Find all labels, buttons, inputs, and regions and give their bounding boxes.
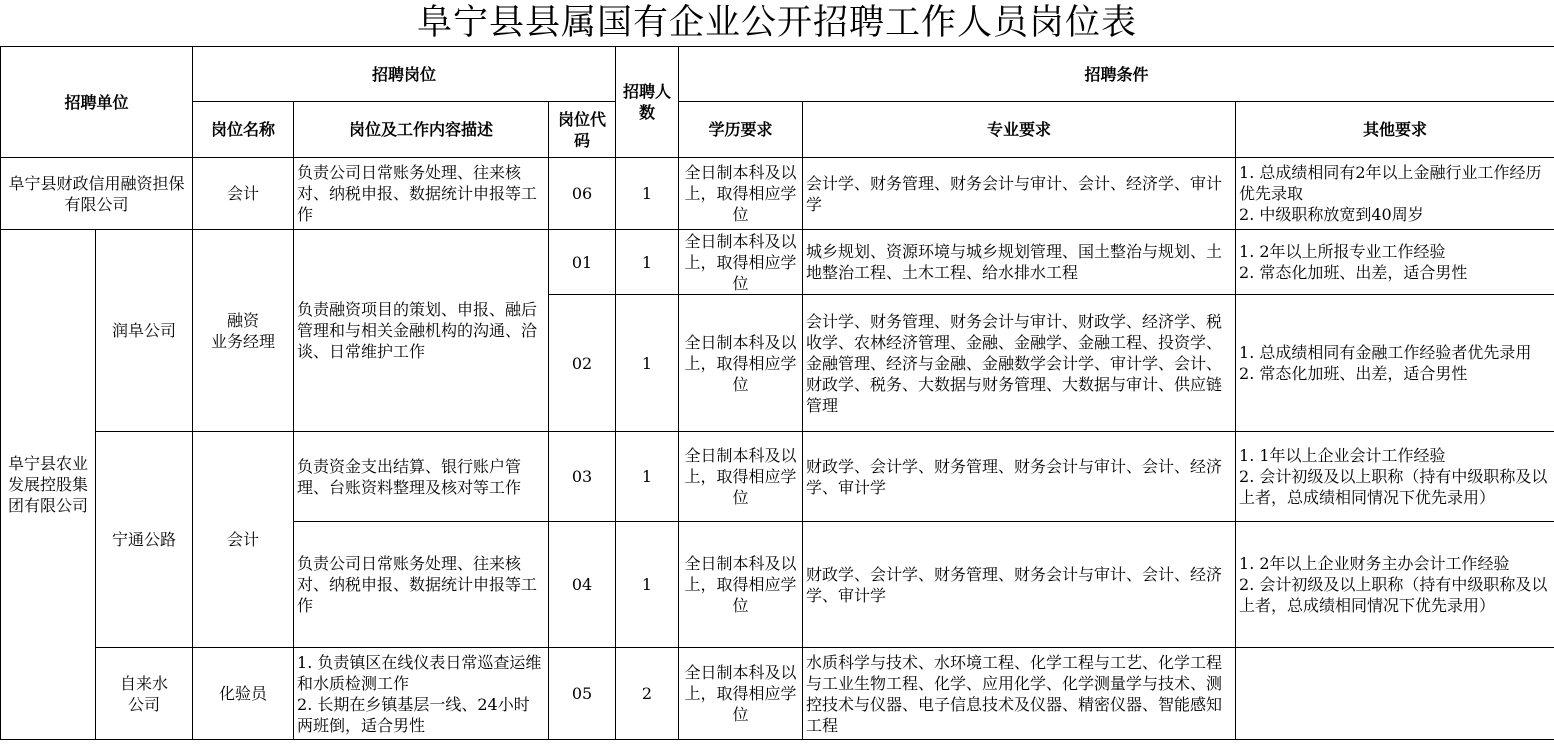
position-cell: 融资 业务经理	[193, 230, 294, 432]
code-cell: 02	[549, 295, 616, 432]
count-cell: 1	[616, 522, 679, 648]
count-cell: 1	[616, 158, 679, 230]
code-cell: 01	[549, 230, 616, 295]
unit-cell: 阜宁县财政信用融资担保有限公司	[1, 158, 193, 230]
table-row	[1, 432, 1554, 522]
other-cell: 1. 2年以上企业财务主办会计工作经验 2. 会计初级及以上职称（持有中级职称及以上者，总成绩相同情况下优先录用）	[1236, 522, 1554, 648]
education-cell: 全日制本科及以上，取得相应学位	[679, 648, 803, 740]
education-cell: 全日制本科及以上，取得相应学位	[679, 158, 803, 230]
code-cell: 04	[549, 522, 616, 648]
company-cell: 润阜公司	[96, 230, 193, 432]
other-cell: 1. 总成绩相同有金融工作经验者优先录用 2. 常态化加班、出差，适合男性	[1236, 295, 1554, 432]
header-code: 岗位代码	[549, 102, 616, 158]
count-cell: 1	[616, 432, 679, 522]
header-major: 专业要求	[803, 102, 1236, 158]
major-cell: 财政学、会计学、财务管理、财务会计与审计、会计、经济学、审计学	[803, 432, 1236, 522]
code-cell: 05	[549, 648, 616, 740]
count-cell: 1	[616, 230, 679, 295]
position-cell: 化验员	[193, 648, 294, 740]
company-cell: 宁通公路	[96, 432, 193, 648]
major-cell: 水质科学与技术、水环境工程、化学工程与工艺、化学工程与工业生物工程、化学、应用化学、化学测量学与技术、测控技术与仪器、电子信息技术及仪器、精密仪器、智能感知工程	[803, 648, 1236, 740]
code-cell: 06	[549, 158, 616, 230]
page-title: 阜宁县县属国有企业公开招聘工作人员岗位表	[416, 3, 1137, 43]
table-row	[1, 158, 1554, 230]
company-cell: 自来水 公司	[96, 648, 193, 740]
major-cell: 城乡规划、资源环境与城乡规划管理、国土整治与规划、土地整治工程、土木工程、给水排水工程	[803, 230, 1236, 295]
education-cell: 全日制本科及以上，取得相应学位	[679, 230, 803, 295]
major-cell: 会计学、财务管理、财务会计与审计、财政学、经济学、税收学、农林经济管理、金融、金融学、金融工程、投资学、金融管理、经济与金融、金融数学会计学、审计学、会计、财政学、税务、大数据与财务管理、大数据与审计、供应链管理	[803, 295, 1236, 432]
other-cell	[1236, 648, 1554, 740]
recruitment-table	[0, 46, 1554, 740]
description-cell: 负责公司日常账务处理、往来核对、纳税申报、数据统计申报等工作	[294, 158, 549, 230]
table-row	[1, 230, 1554, 295]
description-cell: 1. 负责镇区在线仪表日常巡查运维和水质检测工作 2. 长期在乡镇基层一线、24小时两班倒，适合男性	[294, 648, 549, 740]
header-position-group: 招聘岗位	[193, 47, 616, 102]
table-row	[1, 648, 1554, 740]
group-unit-cell: 阜宁县农业发展控股集团有限公司	[1, 230, 96, 740]
major-cell: 财政学、会计学、财务管理、财务会计与审计、会计、经济学、审计学	[803, 522, 1236, 648]
education-cell: 全日制本科及以上，取得相应学位	[679, 522, 803, 648]
header-unit: 招聘单位	[1, 47, 193, 158]
count-cell: 2	[616, 648, 679, 740]
description-cell: 负责融资项目的策划、申报、融后管理和与相关金融机构的沟通、洽谈、日常维护工作	[294, 230, 549, 432]
position-cell: 会计	[193, 432, 294, 648]
description-cell: 负责资金支出结算、银行账户管理、台账资料整理及核对等工作	[294, 432, 549, 522]
header-conditions: 招聘条件	[679, 47, 1554, 102]
header-other: 其他要求	[1236, 102, 1554, 158]
header-description: 岗位及工作内容描述	[294, 102, 549, 158]
header-position-name: 岗位名称	[193, 102, 294, 158]
education-cell: 全日制本科及以上，取得相应学位	[679, 432, 803, 522]
other-cell: 1. 2年以上所报专业工作经验 2. 常态化加班、出差，适合男性	[1236, 230, 1554, 295]
other-cell: 1. 总成绩相同有2年以上金融行业工作经历优先录取 2. 中级职称放宽到40周岁	[1236, 158, 1554, 230]
count-cell: 1	[616, 295, 679, 432]
other-cell: 1. 1年以上企业会计工作经验 2. 会计初级及以上职称（持有中级职称及以上者，总成绩相同情况下优先录用）	[1236, 432, 1554, 522]
description-cell: 负责公司日常账务处理、往来核对、纳税申报、数据统计申报等工作	[294, 522, 549, 648]
education-cell: 全日制本科及以上，取得相应学位	[679, 295, 803, 432]
position-cell: 会计	[193, 158, 294, 230]
header-count: 招聘人数	[616, 47, 679, 158]
major-cell: 会计学、财务管理、财务会计与审计、会计、经济学、审计学	[803, 158, 1236, 230]
header-education: 学历要求	[679, 102, 803, 158]
code-cell: 03	[549, 432, 616, 522]
